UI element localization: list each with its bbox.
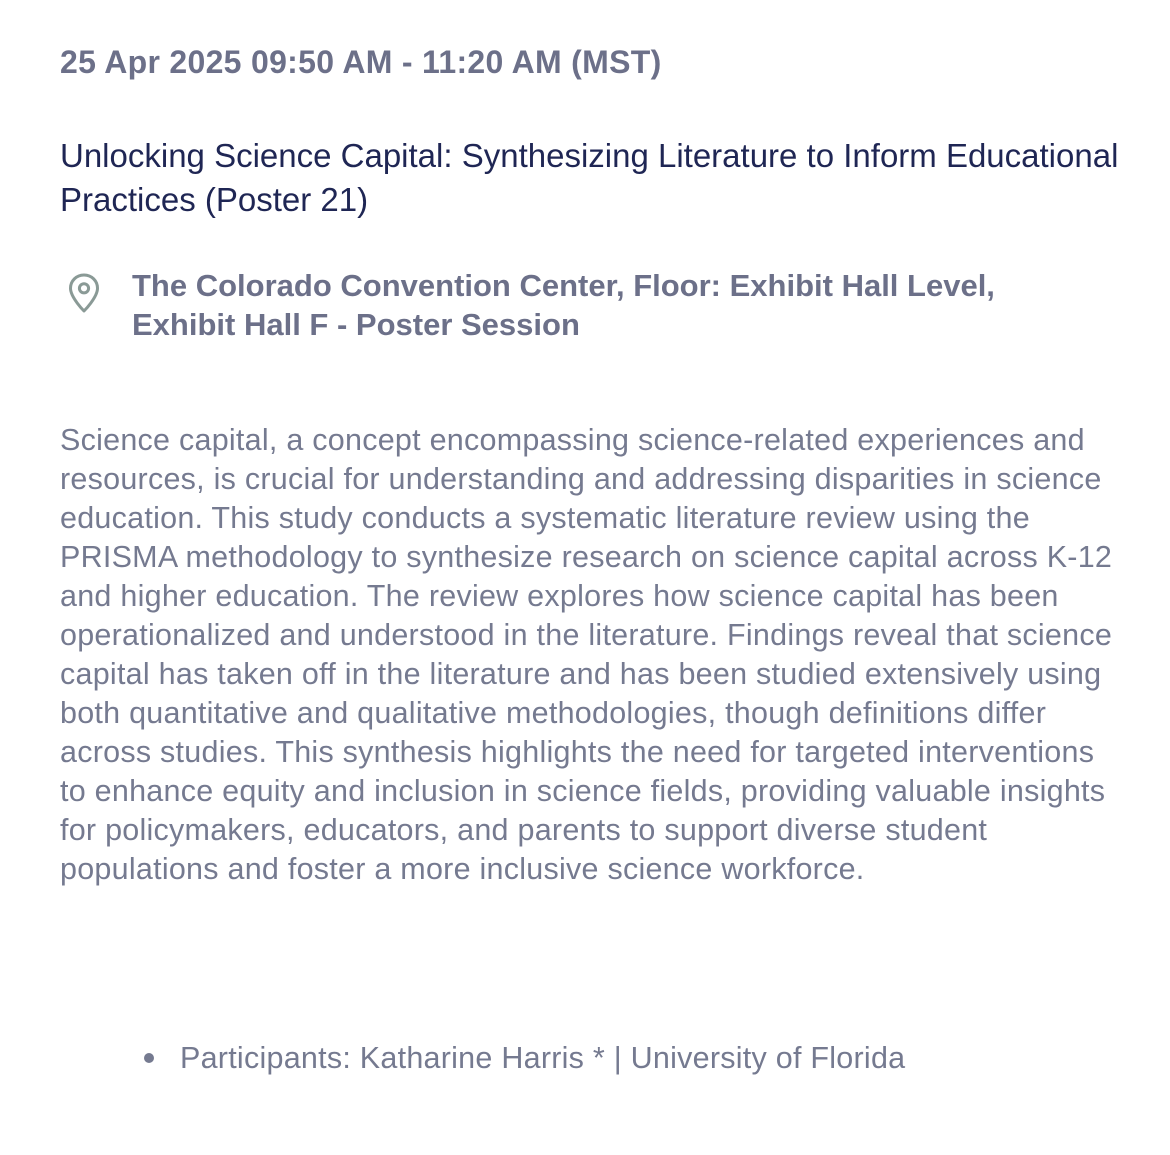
participants-text: Participants: Katharine Harris * | University of Florida	[180, 1041, 906, 1075]
participants-list	[140, 1038, 905, 1078]
location-text: The Colorado Convention Center, Floor: Exhibit Hall Level, Exhibit Hall F - Poster Session	[132, 268, 995, 342]
session-title: Unlocking Science Capital: Synthesizing Literature to Inform Educational Practices (Poster 21)	[60, 137, 1119, 218]
location-pin-icon	[66, 272, 102, 314]
list-item	[140, 1038, 905, 1078]
session-time: 25 Apr 2025 09:50 AM - 11:20 AM (MST)	[60, 44, 662, 80]
session-abstract: Science capital, a concept encompassing science-related experiences and resources, is crucial for understanding and addressing disparities in science education. This study conducts a systematic literature review using the PRISMA methodology to synthesize research on science capital across K-12 and higher education. The review explores how science capital has been operationalized and understood in the literature. Findings reveal that science capital has taken off in the literature and has been studied extensively using both quantitative and qualitative methodologies, though definitions differ across studies. This synthesis highlights the need for targeted interventions to enhance equity and inclusion in science fields, providing valuable insights for policymakers, educators, and parents to support diverse student populations and foster a more inclusive science workforce.	[60, 423, 1113, 886]
bullet-icon	[144, 1053, 154, 1063]
